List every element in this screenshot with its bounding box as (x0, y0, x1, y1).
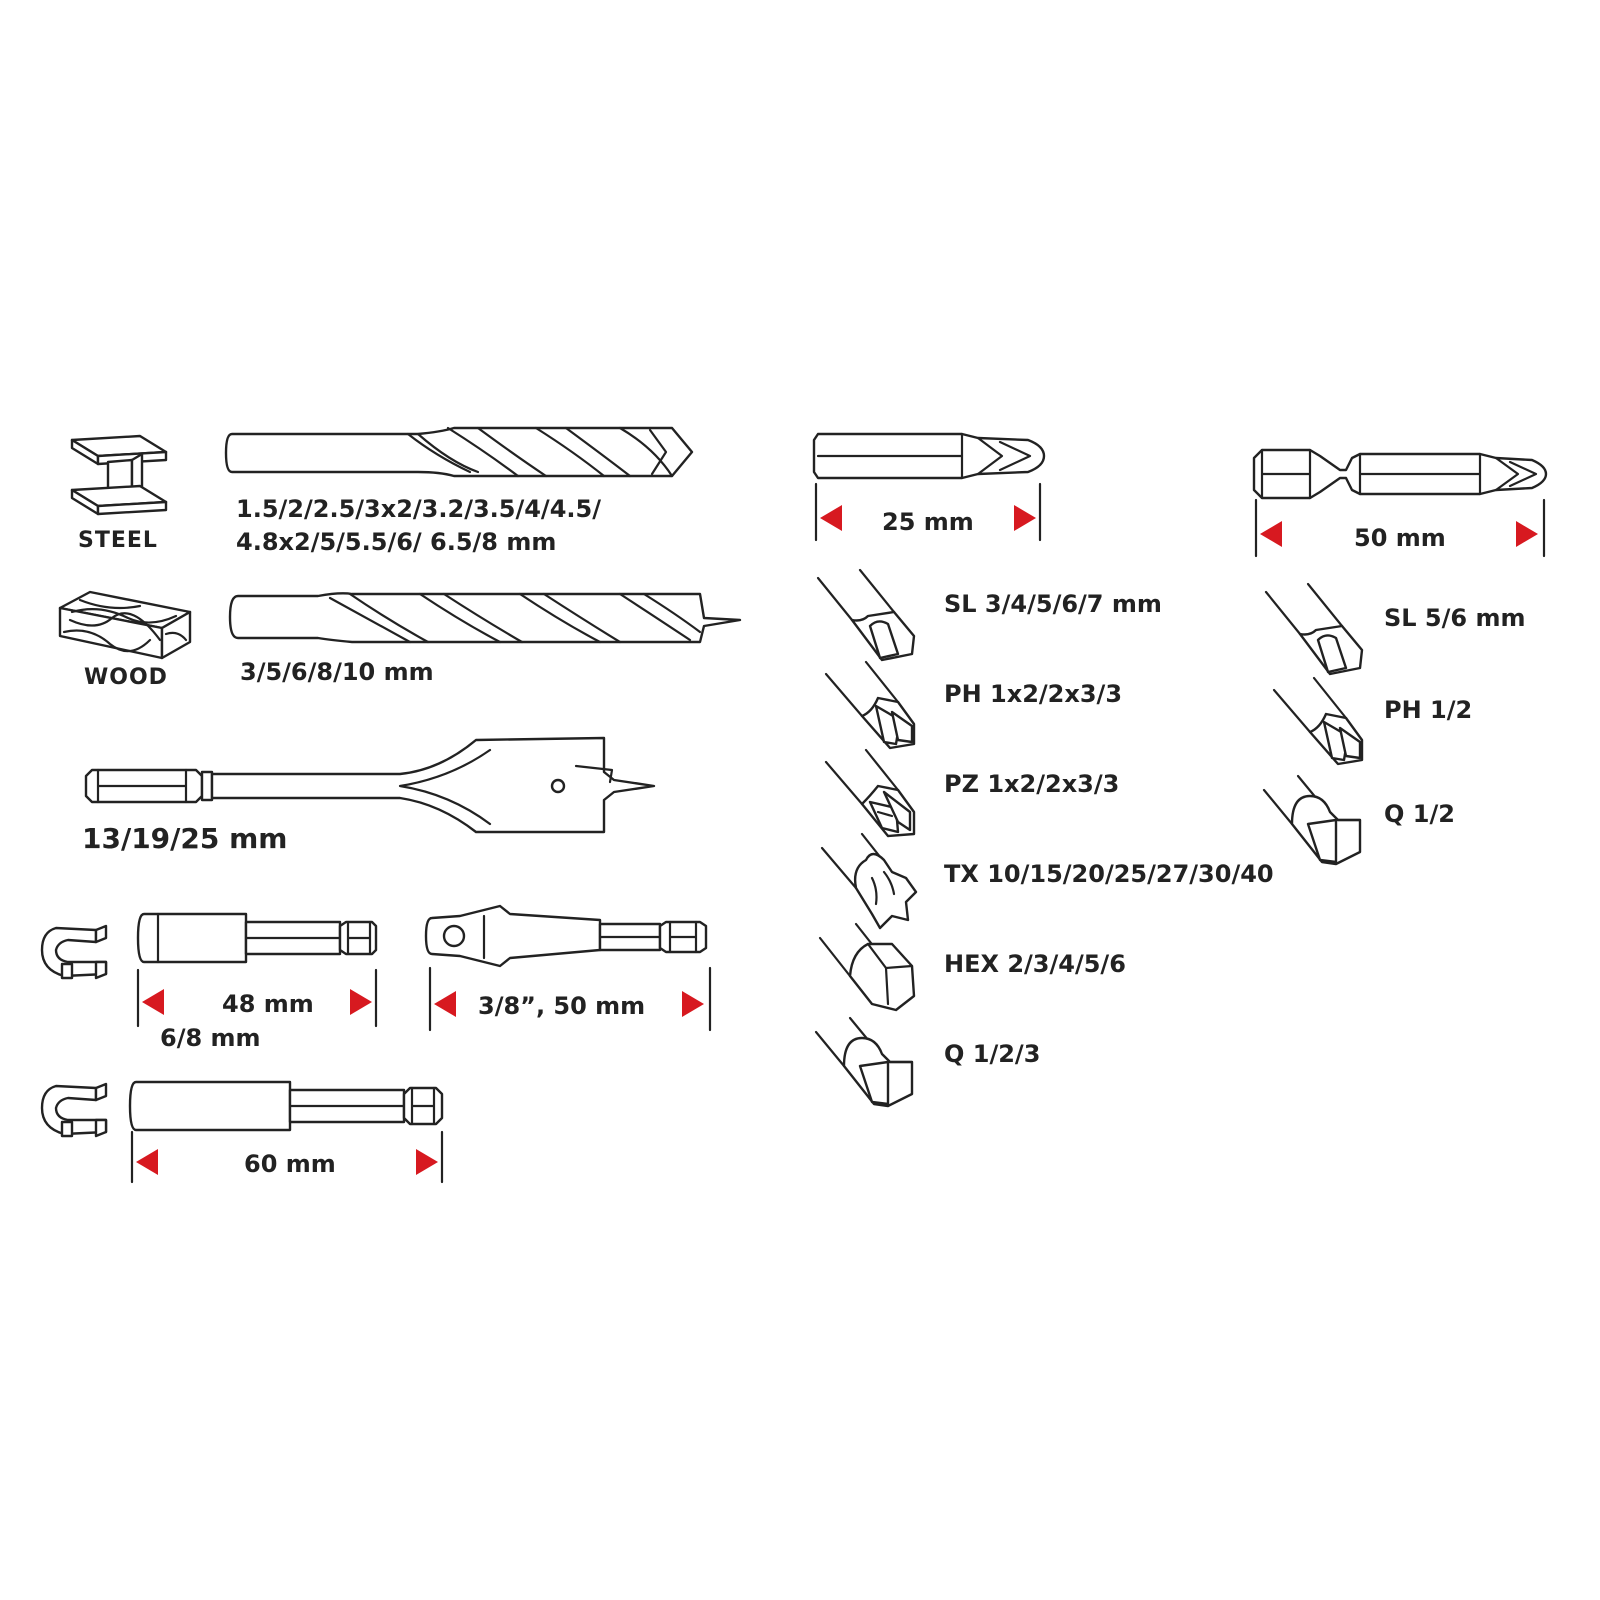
spade-bit-sizes: 13/19/25 mm (82, 822, 288, 855)
nut-driver (138, 914, 376, 962)
hex-bit-icon (820, 924, 914, 1010)
bit-25mm (814, 434, 1044, 478)
dimension-arrow-right (1014, 505, 1036, 531)
pozidriv-bit-icon (826, 750, 914, 836)
steel-beam-icon (72, 436, 166, 514)
socket-adapter (426, 906, 706, 966)
magnet-icon (42, 1084, 106, 1136)
square-bit-icon (816, 1018, 912, 1106)
dimension-arrow-left (434, 991, 456, 1017)
bit-holder-length: 60 mm (244, 1150, 336, 1178)
slotted-bit-icon (1266, 584, 1362, 674)
bit-25mm-length: 25 mm (882, 508, 974, 536)
steel-drill-sizes-line1: 1.5/2/2.5/3x2/3.2/3.5/4/4.5/ (236, 495, 601, 523)
bit-50mm-length: 50 mm (1354, 524, 1446, 552)
dimension-arrow-right (416, 1149, 438, 1175)
dimension-arrow-right (1516, 521, 1538, 547)
bit-25-type-label: PH 1x2/2x3/3 (944, 680, 1123, 708)
torx-bit-icon (822, 834, 916, 928)
bit-25-type-label: TX 10/15/20/25/27/30/40 (944, 860, 1274, 888)
dimension-arrow-right (350, 989, 372, 1015)
phillips-bit-icon (826, 662, 914, 748)
bit-25-type-label: Q 1/2/3 (944, 1040, 1041, 1068)
nut-driver-length: 48 mm (222, 990, 314, 1018)
bit-25-type-label: SL 3/4/5/6/7 mm (944, 590, 1162, 618)
bit-50-type-label: Q 1/2 (1384, 800, 1455, 828)
nut-driver-sizes: 6/8 mm (160, 1024, 261, 1052)
phillips-bit-icon (1274, 678, 1362, 764)
steel-drill-sizes-line2: 4.8x2/5/5.5/6/ 6.5/8 mm (236, 528, 557, 556)
material-label-steel: STEEL (78, 528, 158, 553)
bit-holder (130, 1082, 442, 1130)
dimension-arrow-right (682, 991, 704, 1017)
magnet-icon (42, 926, 106, 978)
bit-50-type-label: PH 1/2 (1384, 696, 1473, 724)
bit-25-type-label: PZ 1x2/2x3/3 (944, 770, 1120, 798)
wood-plank-icon (60, 592, 190, 658)
bit-50mm (1254, 450, 1546, 498)
square-bit-icon (1264, 776, 1360, 864)
steel-drill-bit (226, 428, 692, 476)
dimension-arrow-left (136, 1149, 158, 1175)
dimension-arrow-left (1260, 521, 1282, 547)
wood-drill-sizes: 3/5/6/8/10 mm (240, 658, 434, 686)
dimension-arrow-left (820, 505, 842, 531)
slotted-bit-icon (818, 570, 914, 660)
socket-adapter-label: 3/8”, 50 mm (478, 992, 646, 1020)
material-label-wood: WOOD (84, 665, 168, 690)
wood-drill-bit (230, 593, 740, 642)
spade-bit (86, 738, 654, 832)
bit-25-type-label: HEX 2/3/4/5/6 (944, 950, 1126, 978)
dimension-arrow-left (142, 989, 164, 1015)
bit-50-type-label: SL 5/6 mm (1384, 604, 1526, 632)
